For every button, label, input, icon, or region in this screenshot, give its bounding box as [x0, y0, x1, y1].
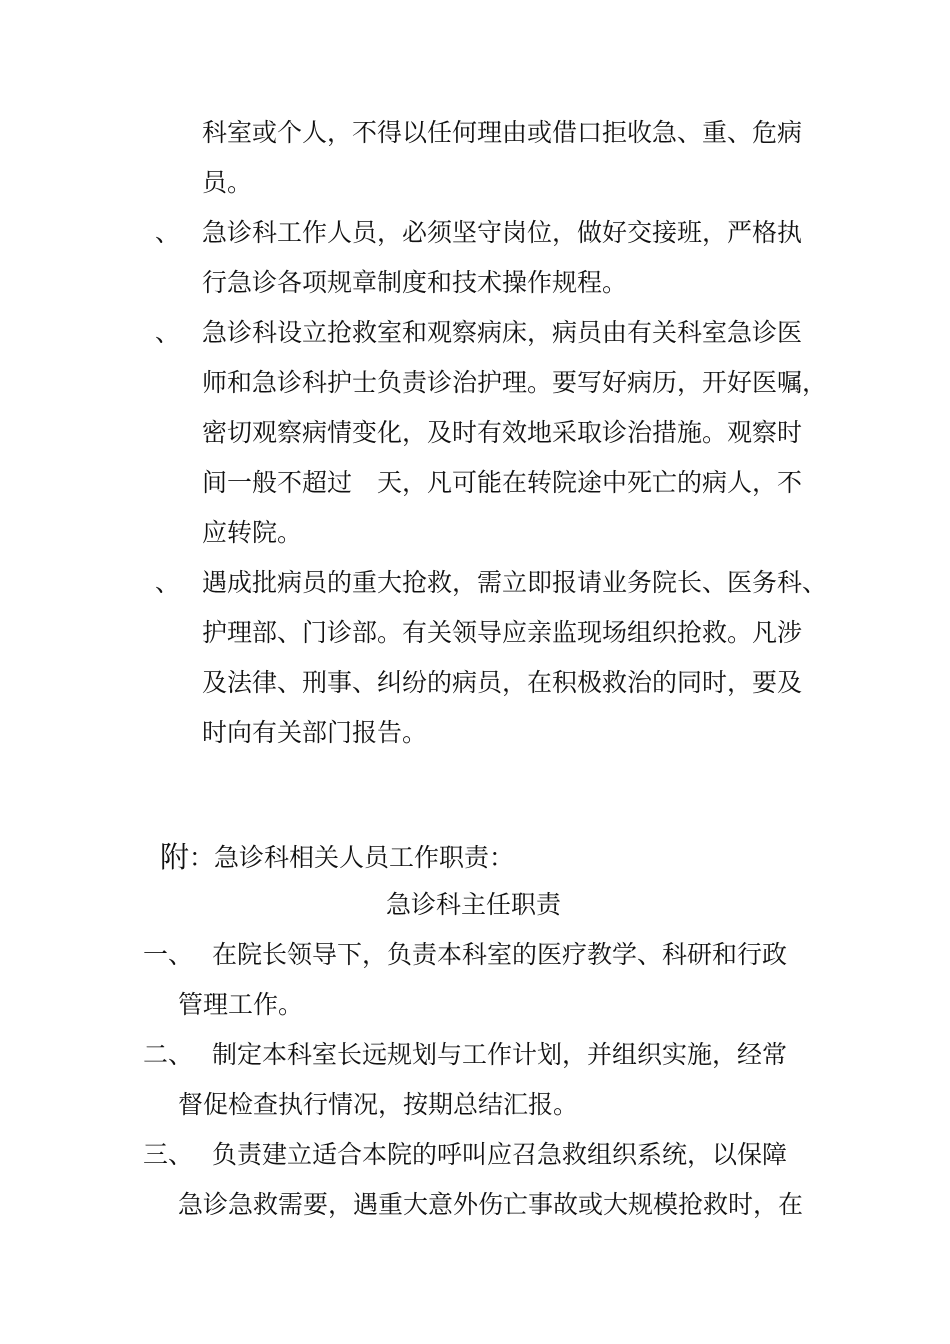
text-line: 制定本科室长远规划与工作计划，并组织实施，经常 [212, 1040, 788, 1069]
list-number: 一、 [143, 940, 194, 969]
text-line: 护理部、门诊部。有关领导应亲监现场组织抢救。凡涉 [202, 618, 803, 647]
list-bullet: 、 [155, 318, 181, 347]
text-line: 师和急诊科护士负责诊治护理。要写好病历，开好医嘱， [202, 368, 828, 397]
text-line: 急诊科工作人员，必须坚守岗位，做好交接班，严格执 [202, 218, 803, 247]
text-line: 管理工作。 [178, 990, 304, 1019]
list-bullet: 、 [155, 568, 181, 597]
text-line: 密切观察病情变化，及时有效地采取诊治措施。观察时 [202, 418, 803, 447]
section-title: 急诊科主任职责 [386, 890, 562, 919]
appendix-label: ：急诊科相关人员工作职责： [189, 843, 515, 872]
list-number: 三、 [143, 1140, 194, 1169]
text-line: 间一般不超过 天，凡可能在转院途中死亡的病人，不 [202, 468, 803, 497]
text-line: 急诊科设立抢救室和观察病床，病员由有关科室急诊医 [202, 318, 803, 347]
text-line: 急诊急救需要，遇重大意外伤亡事故或大规模抢救时，在 [178, 1190, 804, 1219]
text-line: 行急诊各项规章制度和技术操作规程。 [202, 268, 628, 297]
text-line: 及法律、刑事、纠纷的病员，在积极救治的同时，要及 [202, 668, 803, 697]
text-line: 督促检查执行情况，按期总结汇报。 [178, 1090, 579, 1119]
list-number: 二、 [143, 1040, 194, 1069]
text-line: 遇成批病员的重大抢救，需立即报请业务院长、医务科、 [202, 568, 828, 597]
text-line: 在院长领导下，负责本科室的医疗教学、科研和行政 [212, 940, 788, 969]
list-bullet: 、 [155, 218, 181, 247]
appendix-prefix: 附 [160, 840, 190, 874]
text-line: 员。 [202, 168, 253, 197]
text-line: 时向有关部门报告。 [202, 718, 428, 747]
text-line: 负责建立适合本院的呼叫应召急救组织系统，以保障 [212, 1140, 788, 1169]
text-line: 科室或个人，不得以任何理由或借口拒收急、重、危病 [202, 118, 803, 147]
text-line: 应转院。 [202, 518, 303, 547]
